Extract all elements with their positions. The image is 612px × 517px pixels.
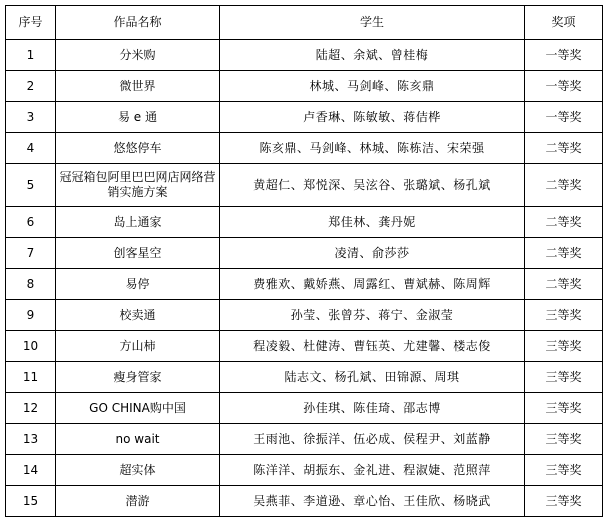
cell-no: 10	[6, 331, 56, 362]
cell-award: 三等奖	[525, 362, 603, 393]
cell-no: 6	[6, 207, 56, 238]
cell-students: 吴燕菲、李道逊、章心怡、王佳欣、杨晓武	[220, 486, 525, 517]
cell-work-name: 校卖通	[56, 300, 220, 331]
table-row	[6, 362, 603, 393]
table-row	[6, 300, 603, 331]
cell-no: 4	[6, 133, 56, 164]
table-body	[6, 40, 603, 517]
table-row	[6, 331, 603, 362]
cell-students: 黄超仁、郑悦深、吴泫谷、张璐斌、杨孔斌	[220, 164, 525, 207]
awards-table	[5, 5, 603, 517]
cell-no: 1	[6, 40, 56, 71]
cell-award: 三等奖	[525, 424, 603, 455]
table-row	[6, 486, 603, 517]
table-row	[6, 269, 603, 300]
cell-work-name: no wait	[56, 424, 220, 455]
cell-work-name: 易停	[56, 269, 220, 300]
table-row	[6, 102, 603, 133]
cell-students: 孙莹、张曾芬、蒋宁、金淑莹	[220, 300, 525, 331]
cell-award: 三等奖	[525, 331, 603, 362]
cell-award: 三等奖	[525, 486, 603, 517]
table-row	[6, 455, 603, 486]
cell-award: 二等奖	[525, 269, 603, 300]
table-row	[6, 393, 603, 424]
cell-work-name: 岛上通家	[56, 207, 220, 238]
cell-no: 7	[6, 238, 56, 269]
cell-no: 8	[6, 269, 56, 300]
cell-students: 陈洋洋、胡振东、金礼进、程淑婕、范照萍	[220, 455, 525, 486]
table-row	[6, 238, 603, 269]
cell-work-name: 分米购	[56, 40, 220, 71]
cell-award: 二等奖	[525, 207, 603, 238]
cell-award: 二等奖	[525, 164, 603, 207]
cell-award: 二等奖	[525, 238, 603, 269]
cell-award: 一等奖	[525, 102, 603, 133]
cell-no: 12	[6, 393, 56, 424]
cell-work-name: GO CHINA购中国	[56, 393, 220, 424]
cell-students: 陆超、余斌、曾桂梅	[220, 40, 525, 71]
cell-work-name: 潜游	[56, 486, 220, 517]
header-no: 序号	[6, 6, 56, 40]
awards-table-container	[5, 5, 603, 517]
cell-award: 一等奖	[525, 71, 603, 102]
header-work-name: 作品名称	[56, 6, 220, 40]
cell-award: 二等奖	[525, 133, 603, 164]
cell-no: 14	[6, 455, 56, 486]
cell-students: 王雨池、徐振洋、伍必成、侯程尹、刘蓝静	[220, 424, 525, 455]
cell-students: 卢香琳、陈敏敏、蒋佶桦	[220, 102, 525, 133]
cell-no: 15	[6, 486, 56, 517]
cell-students: 陈亥鼎、马剑峰、林城、陈栋洁、宋荣强	[220, 133, 525, 164]
cell-work-name: 创客星空	[56, 238, 220, 269]
cell-no: 13	[6, 424, 56, 455]
cell-students: 凌清、俞莎莎	[220, 238, 525, 269]
header-students: 学生	[220, 6, 525, 40]
cell-work-name: 超实体	[56, 455, 220, 486]
table-header-row	[6, 6, 603, 40]
cell-students: 郑佳林、龚丹妮	[220, 207, 525, 238]
cell-work-name: 悠悠停车	[56, 133, 220, 164]
header-award: 奖项	[525, 6, 603, 40]
table-row	[6, 133, 603, 164]
cell-no: 2	[6, 71, 56, 102]
cell-work-name: 冠冠箱包阿里巴巴网店网络营销实施方案	[56, 164, 220, 207]
table-row	[6, 164, 603, 207]
cell-work-name: 方山柿	[56, 331, 220, 362]
cell-students: 费雅欢、戴娇燕、周露红、曹斌赫、陈周辉	[220, 269, 525, 300]
cell-award: 三等奖	[525, 455, 603, 486]
table-row	[6, 424, 603, 455]
table-row	[6, 71, 603, 102]
cell-students: 孙佳琪、陈佳琦、邵志博	[220, 393, 525, 424]
cell-award: 三等奖	[525, 393, 603, 424]
cell-no: 3	[6, 102, 56, 133]
cell-no: 5	[6, 164, 56, 207]
cell-work-name: 易 e 通	[56, 102, 220, 133]
cell-students: 陆志文、杨孔斌、田锦源、周琪	[220, 362, 525, 393]
cell-no: 11	[6, 362, 56, 393]
cell-no: 9	[6, 300, 56, 331]
cell-work-name: 瘦身管家	[56, 362, 220, 393]
cell-award: 三等奖	[525, 300, 603, 331]
cell-work-name: 微世界	[56, 71, 220, 102]
cell-students: 林城、马剑峰、陈亥鼎	[220, 71, 525, 102]
table-row	[6, 207, 603, 238]
cell-award: 一等奖	[525, 40, 603, 71]
table-row	[6, 40, 603, 71]
cell-students: 程凌毅、杜健涛、曹钰英、尤建馨、楼志俊	[220, 331, 525, 362]
